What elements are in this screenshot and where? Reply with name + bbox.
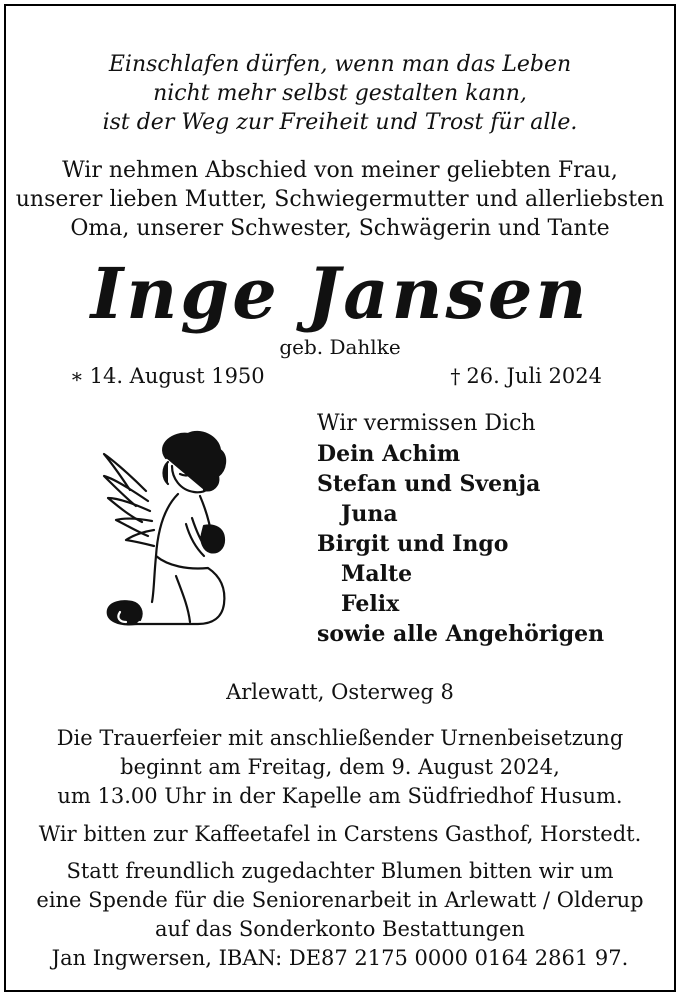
donation-line: Jan Ingwersen, IBAN: DE87 2175 0000 0164 2861 97. [51, 946, 629, 970]
obituary-card [4, 4, 676, 992]
mourner-name: Dein Achim [317, 441, 461, 467]
donation-line: Statt freundlich zugedachter Blumen bitten wir um [66, 859, 614, 883]
mourner-name: Malte [341, 561, 413, 587]
mourner-name: Juna [341, 501, 398, 527]
birth-date: 14. August 1950 [89, 364, 265, 388]
mourner-name: Stefan und Svenja [317, 471, 541, 497]
deceased-name: Inge Jansen [90, 252, 590, 335]
coffee-gathering-info: Wir bitten zur Kaffeetafel in Carstens Gasthof, Horstedt. [38, 822, 642, 846]
intro-line: Oma, unserer Schwester, Schwägerin und Tante [70, 216, 610, 241]
donation-line: auf das Sonderkonto Bestattungen [155, 917, 525, 941]
motto-line: Einschlafen dürfen, wenn man das Leben [108, 52, 572, 77]
funeral-service-info [6, 724, 674, 811]
intro-line: unserer lieben Mutter, Schwiegermutter und allerliebsten [15, 187, 665, 212]
mourners-list [317, 409, 604, 649]
service-line: um 13.00 Uhr in der Kapelle am Südfriedhof Husum. [57, 784, 623, 808]
mourner-name: Birgit und Ingo [317, 531, 509, 557]
service-line: Die Trauerfeier mit anschließender Urnenbeisetzung [56, 726, 624, 750]
birth-star-icon: ∗ [70, 364, 84, 388]
death-date-line [450, 362, 602, 390]
mourner-name: sowie alle Angehörigen [317, 621, 605, 647]
motto-line: nicht mehr selbst gestalten kann, [153, 81, 527, 106]
praying-angel-icon [96, 406, 236, 640]
donation-line: eine Spende für die Seniorenarbeit in Arlewatt / Olderup [36, 888, 644, 912]
birth-date-line [70, 362, 265, 390]
death-cross-icon: † [450, 364, 461, 388]
mourners-lead: Wir vermissen Dich [317, 411, 536, 436]
donation-info [6, 857, 674, 973]
service-line: beginnt am Freitag, dem 9. August 2024, [120, 755, 560, 779]
motto-line: ist der Weg zur Freiheit und Trost für alle. [102, 110, 578, 135]
mourner-name: Felix [341, 591, 400, 617]
maiden-name: geb. Dahlke [279, 335, 401, 359]
motto-verse [6, 50, 674, 137]
family-address: Arlewatt, Osterweg 8 [226, 680, 454, 704]
death-date: 26. Juli 2024 [466, 364, 602, 388]
intro-line: Wir nehmen Abschied von meiner geliebten Frau, [62, 158, 618, 183]
intro-text [6, 156, 674, 243]
